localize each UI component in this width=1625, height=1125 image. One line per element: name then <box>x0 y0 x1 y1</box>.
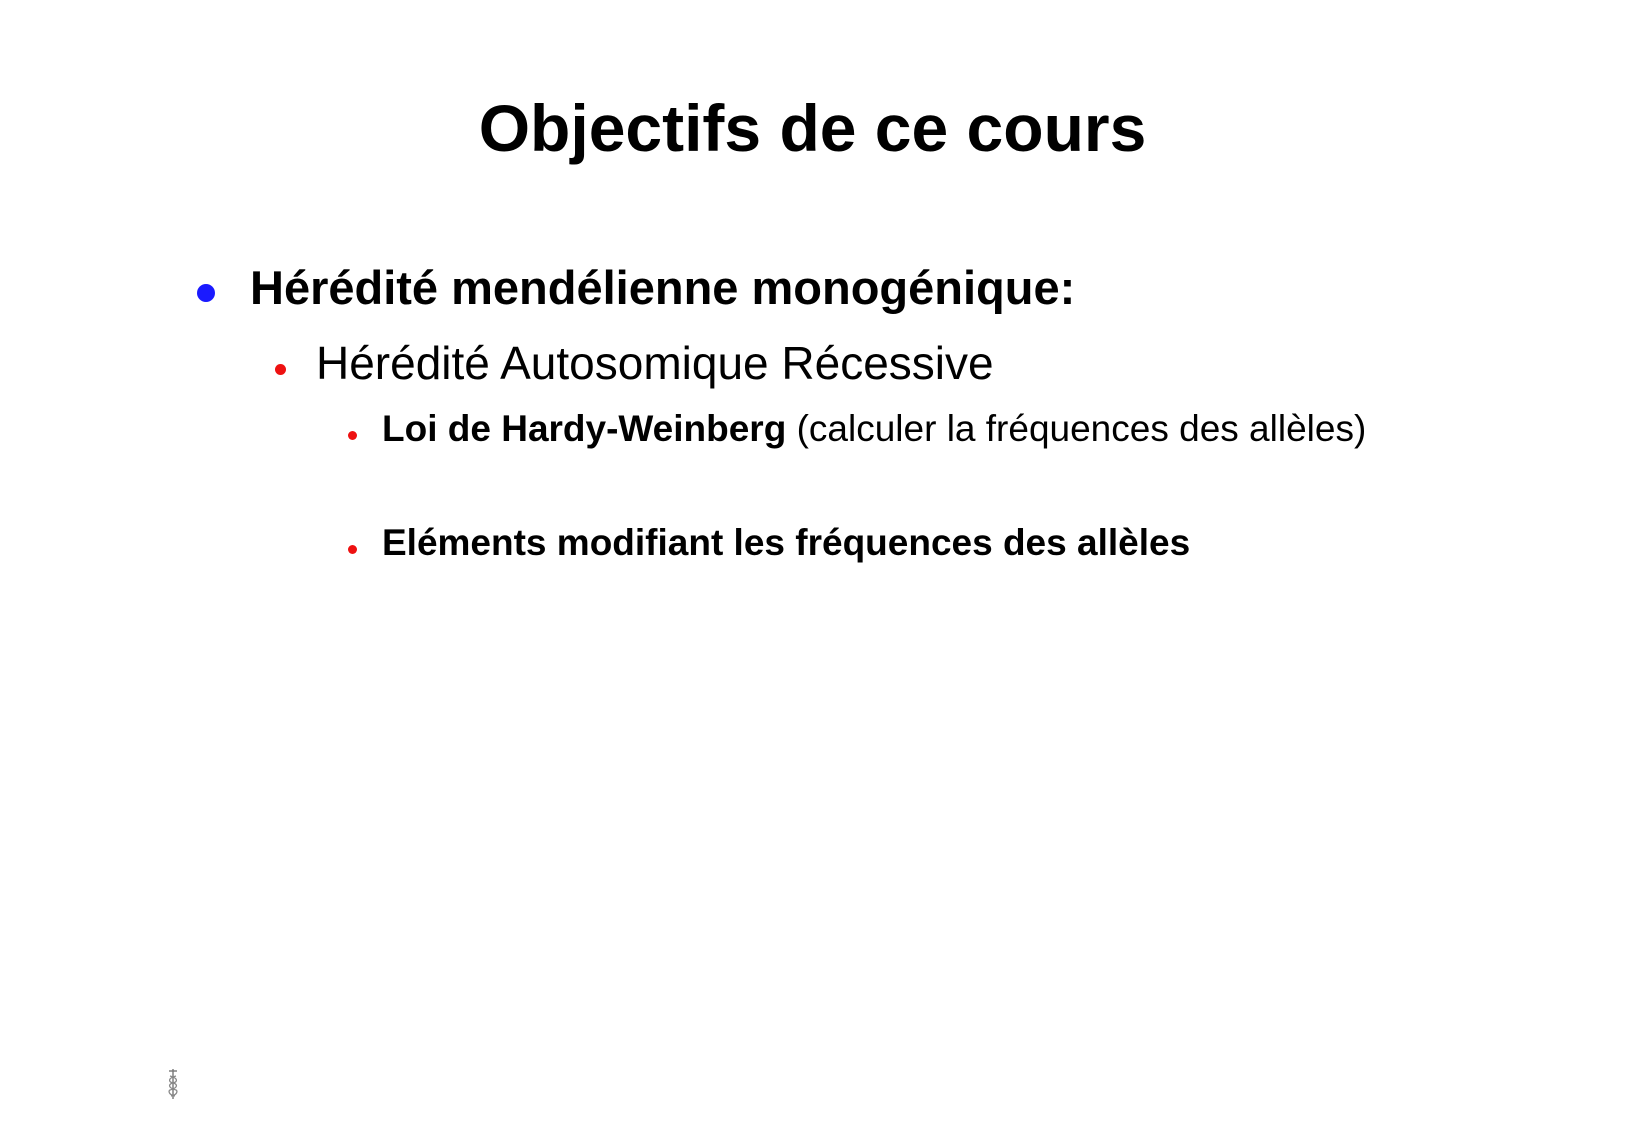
bullet-normal-text: (calculer la fréquences des allèles) <box>786 408 1367 449</box>
red-bullet-icon <box>348 431 357 440</box>
red-bullet-icon <box>275 364 286 375</box>
blue-bullet-icon <box>197 284 215 302</box>
bullet-bold-text: Loi de Hardy-Weinberg <box>382 408 787 449</box>
bullet-level3-elements-modifiant <box>382 520 1190 566</box>
bullet-text: Hérédité mendélienne monogénique: <box>250 261 1076 314</box>
bullet-text: Hérédité Autosomique Récessive <box>316 337 994 389</box>
caduceus-icon <box>165 1068 181 1100</box>
bullet-bold-text: Eléments modifiant les fréquences des allèles <box>382 522 1191 563</box>
red-bullet-icon <box>348 545 357 554</box>
bullet-level2-autosomique-recessive <box>316 334 994 392</box>
slide-title: Objectifs de ce cours <box>478 91 1147 165</box>
bullet-level1-heredite-mendelienne <box>250 258 1075 318</box>
bullet-level3-hardy-weinberg <box>382 406 1366 452</box>
